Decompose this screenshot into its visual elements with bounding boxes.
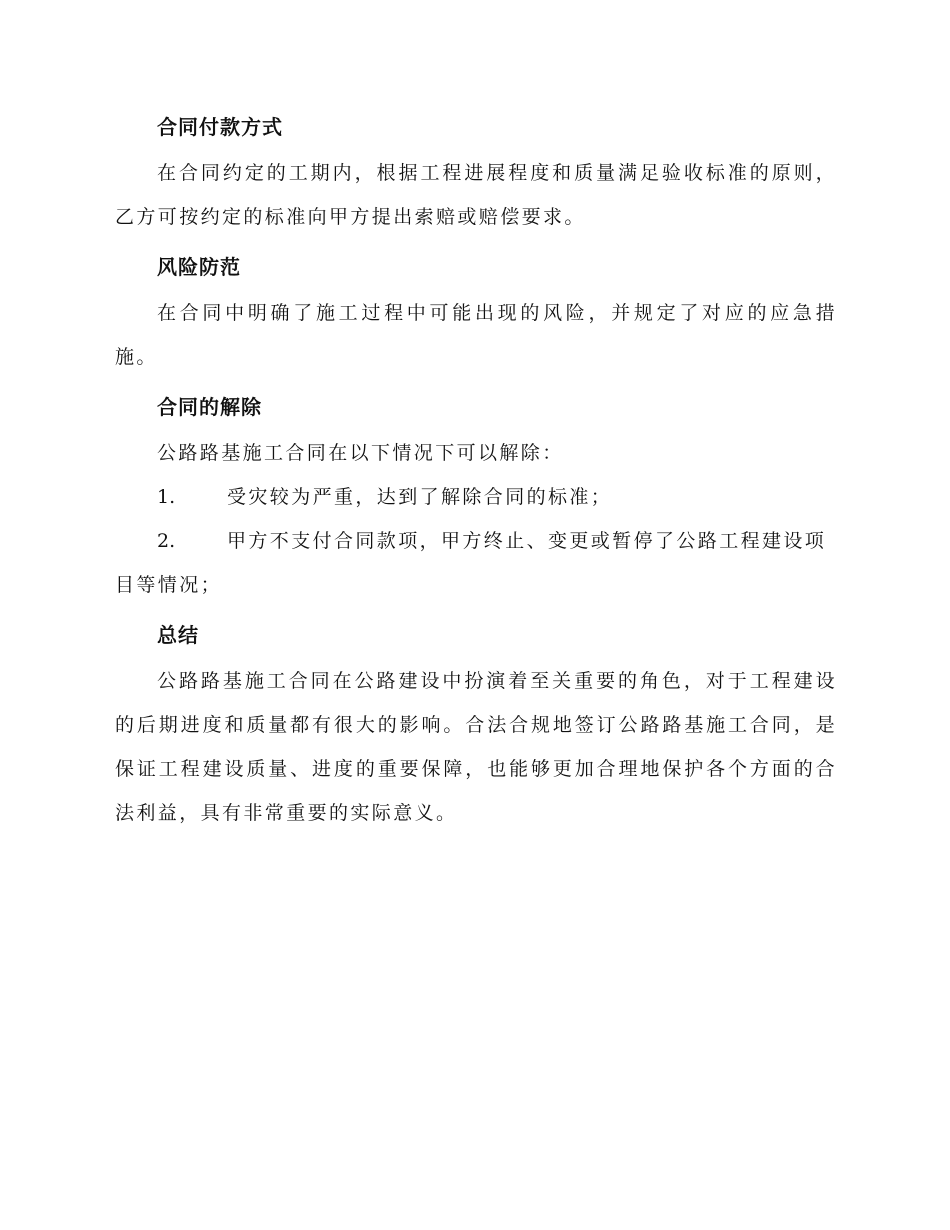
heading-payment: 合同付款方式: [157, 115, 283, 139]
paragraph-payment: 在合同约定的工期内，根据工程进展程度和质量满足验收标准的原则，乙方可按约定的标准向甲方提出索赔或赔偿要求。: [115, 162, 837, 228]
heading-termination: 合同的解除: [157, 395, 262, 419]
paragraph-risk: 在合同中明确了施工过程中可能出现的风险，并规定了对应的应急措施。: [115, 302, 837, 368]
list-item-text: 甲方不支付合同款项，甲方终止、变更或暂停了公路工程建设项目等情况；: [115, 530, 827, 596]
list-item-number: 1.: [157, 486, 176, 508]
list-item: [115, 475, 837, 519]
document-content: [115, 108, 837, 835]
paragraph-summary: 公路路基施工合同在公路建设中扮演着至关重要的角色，对于工程建设的后期进度和质量都有很大的影响。合法合规地签订公路路基施工合同，是保证工程建设质量、进度的重要保障，也能够更加合理地保护各个方面的合法利益，具有非常重要的实际意义。: [115, 670, 837, 824]
list-item: [115, 519, 837, 607]
list-item-number: 2.: [157, 530, 176, 552]
heading-risk: 风险防范: [157, 255, 241, 279]
heading-summary: 总结: [157, 623, 199, 647]
list-item-text: 受灾较为严重，达到了解除合同的标准；: [227, 486, 613, 508]
paragraph-termination-intro: 公路路基施工合同在以下情况下可以解除：: [157, 442, 564, 464]
